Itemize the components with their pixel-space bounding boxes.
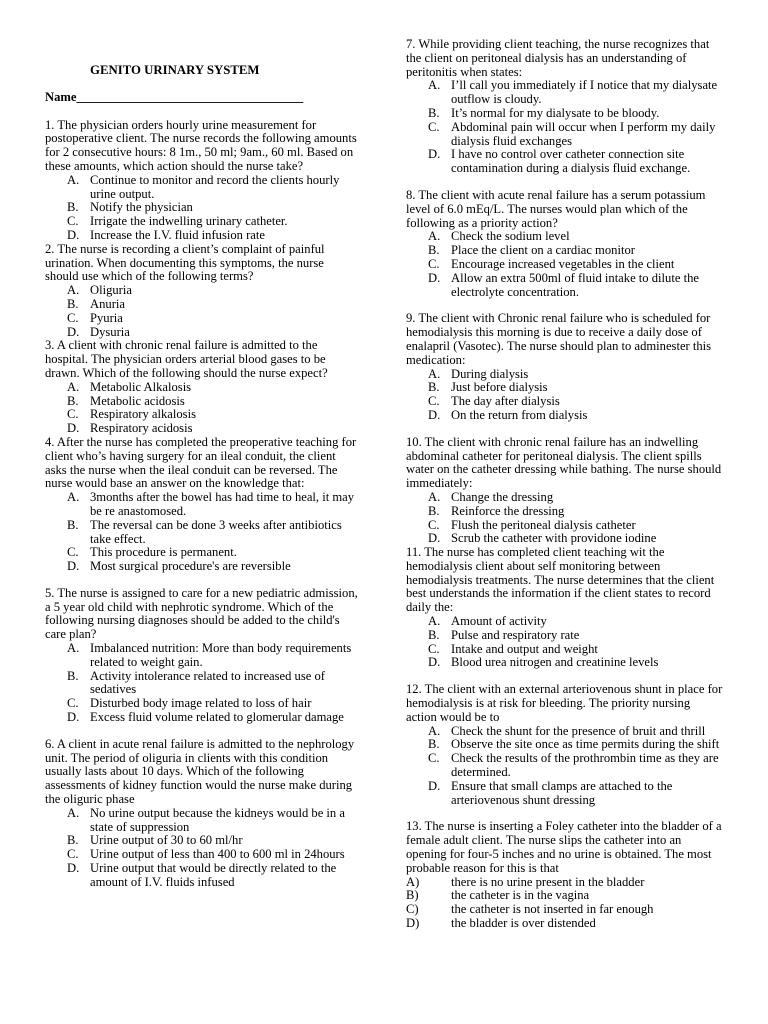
question-8 (406, 189, 724, 299)
option-list (45, 174, 360, 243)
option-list (406, 615, 724, 670)
option-letter: C. (428, 119, 440, 134)
option-letter: B. (428, 503, 440, 518)
option-list (45, 284, 360, 339)
option-text: Continue to monitor and record the clients hourly urine output. (90, 172, 340, 201)
option-list (406, 491, 724, 546)
question-5 (45, 587, 360, 725)
option-letter: D) (406, 916, 420, 931)
option-text: During dialysis (451, 366, 529, 381)
option-text: Check the sodium level (451, 229, 570, 244)
answer-option (406, 368, 724, 382)
option-text: the catheter is in the vagina (451, 888, 590, 903)
question-7 (406, 38, 724, 176)
answer-option (45, 174, 360, 202)
option-letter: B. (67, 296, 79, 311)
option-text: Scrub the catheter with providone iodine (451, 531, 657, 546)
option-text: On the return from dialysis (451, 407, 588, 422)
option-text: Respiratory alkalosis (90, 407, 196, 422)
option-list (406, 230, 724, 299)
option-text: Ensure that small clamps are attached to the arteriovenous shunt dressing (451, 778, 673, 807)
question-stem: 7. While providing client teaching, the nurse recognizes that the client on peritoneal dialysis has an understanding of peritonitis when states: (406, 37, 710, 79)
option-text: the catheter is not inserted in far enough (451, 902, 654, 917)
answer-option (406, 917, 724, 931)
answer-option (45, 519, 360, 547)
answer-option (45, 312, 360, 326)
left-column (45, 64, 360, 890)
left-question-list (45, 119, 360, 890)
option-letter: D. (67, 324, 80, 339)
answer-option (406, 272, 724, 300)
question-stem: 3. A client with chronic renal failure is admitted to the hospital. The physician orders arterial blood gases to be drawn. Which of the following should the nurse expect? (45, 338, 328, 380)
option-text: Amount of activity (451, 614, 547, 629)
option-text: Urine output of less than 400 to 600 ml in 24hours (90, 847, 345, 862)
option-letter: A. (67, 379, 80, 394)
question-stem: 5. The nurse is assigned to care for a new pediatric admission, a 5 year old child with nephrotic syndrome. Which of the following nursing diagnoses should be added to the child's care plan? (45, 585, 358, 642)
answer-option (406, 656, 724, 670)
option-text: there is no urine present in the bladder (451, 874, 645, 889)
option-letter: C. (67, 545, 79, 560)
option-letter: A) (406, 874, 420, 889)
option-text: Respiratory acidosis (90, 421, 193, 436)
answer-option (406, 903, 724, 917)
question-stem: 11. The nurse has completed client teaching wit the hemodialysis client about self monitoring between hemodialysis treatments. The nurse determines that the client best understands the information if the client states to record daily the: (406, 545, 715, 615)
option-text: Change the dressing (451, 489, 554, 504)
question-stem: 13. The nurse is inserting a Foley catheter into the bladder of a female adult client. The nurse slips the catheter into an opening for four-5 inches and no urine is obtained. The most probable reason for this is that (406, 819, 722, 875)
question-3 (45, 339, 360, 436)
answer-option (406, 725, 724, 739)
option-text: Just before dialysis (451, 380, 548, 395)
option-list (406, 876, 724, 931)
question-stem: 9. The client with Chronic renal failure who is scheduled for hemodialysis this morning is due to receive a daily dose of enalapril (Vasotec). The nurse should plan to adminester this medication: (406, 311, 712, 367)
option-letter: B. (428, 243, 440, 258)
answer-option (406, 876, 724, 890)
option-letter: A. (428, 723, 441, 738)
answer-option (406, 244, 724, 258)
option-text: Imbalanced nutrition: More than body requirements related to weight gain. (90, 641, 352, 669)
answer-option (45, 284, 360, 298)
option-text: The reversal can be done 3 weeks after antibiotics take effect. (90, 517, 342, 546)
option-text: Metabolic Alkalosis (90, 379, 192, 394)
option-text: Most surgical procedure's are reversible (90, 559, 291, 574)
answer-option (45, 326, 360, 340)
question-stem: 1. The physician orders hourly urine measurement for postoperative client. The nurse records the following amounts for 2 consecutive hours: 8 1m., 50 ml; 9am., 60 ml. Based on these amounts, which action should the nurse take? (45, 117, 357, 173)
option-letter: C. (428, 751, 440, 766)
option-text: Urine output that would be directly related to the amount of I.V. fluids infused (90, 861, 337, 889)
option-letter: B. (428, 105, 440, 120)
question-4 (45, 436, 360, 574)
option-list (45, 491, 360, 574)
answer-option (45, 201, 360, 215)
option-text: Reinforce the dressing (451, 503, 565, 518)
answer-option (406, 752, 724, 780)
right-question-list (406, 38, 724, 931)
option-text: Intake and output and weight (451, 641, 598, 656)
answer-option (45, 834, 360, 848)
option-text: Pulse and respiratory rate (451, 627, 580, 642)
option-list (406, 79, 724, 176)
answer-option (406, 519, 724, 533)
answer-option (406, 258, 724, 272)
option-letter: A. (428, 229, 441, 244)
answer-option (406, 230, 724, 244)
option-list (45, 642, 360, 725)
option-letter: D. (428, 531, 441, 546)
answer-option (45, 381, 360, 395)
option-text: Dysuria (90, 324, 130, 339)
answer-option (45, 560, 360, 574)
option-text: Abdominal pain will occur when I perform my daily dialysis fluid exchanges (451, 119, 716, 148)
question-stem: 4. After the nurse has completed the preoperative teaching for client who’s having surgery for an ileal conduit, the client asks the nurse when the ileal conduit can be reversed. The nurse would base an answer on the knowledge that: (45, 434, 357, 491)
answer-option (406, 615, 724, 629)
option-letter: D. (67, 710, 80, 725)
option-text: The day after dialysis (451, 394, 560, 409)
answer-option (45, 848, 360, 862)
question-9 (406, 312, 724, 422)
option-text: Place the client on a cardiac monitor (451, 243, 635, 258)
answer-option (406, 409, 724, 423)
option-text: It’s normal for my dialysate to be bloody. (451, 105, 660, 120)
option-letter: D. (67, 227, 80, 242)
answer-option (406, 780, 724, 808)
option-text: Check the results of the prothrombin time as they are determined. (451, 751, 719, 780)
answer-option (45, 395, 360, 409)
option-letter: D. (67, 559, 80, 574)
option-letter: A. (428, 489, 441, 504)
question-6 (45, 738, 360, 890)
option-letter: C. (428, 641, 440, 656)
question-10 (406, 436, 724, 546)
answer-option (45, 697, 360, 711)
option-text: Pyuria (90, 310, 123, 325)
answer-option (406, 889, 724, 903)
question-stem: 2. The nurse is recording a client’s complaint of painful urination. When documenting this symptoms, the nurse should use which of the following terms? (45, 241, 325, 284)
question-stem: 12. The client with an external arteriovenous shunt in place for hemodialysis is at risk for bleeding. The priority nursing action would be to (406, 682, 723, 724)
answer-option (45, 711, 360, 725)
option-list (45, 381, 360, 436)
option-list (406, 368, 724, 423)
answer-option (406, 532, 724, 546)
option-text: Activity intolerance related to increased use of sedatives (90, 668, 325, 697)
option-letter: B. (428, 380, 440, 395)
answer-option (406, 629, 724, 643)
name-line: Name____________________________________ (45, 89, 304, 104)
option-text: This procedure is permanent. (90, 545, 237, 560)
answer-option (45, 298, 360, 312)
option-letter: B. (67, 833, 79, 848)
option-letter: D. (428, 270, 441, 285)
option-letter: D. (67, 421, 80, 436)
page-title: GENITO URINARY SYSTEM (90, 63, 260, 77)
option-letter: A. (67, 490, 80, 505)
option-text: Check the shunt for the presence of bruit and thrill (451, 723, 706, 738)
option-text: Flush the peritoneal dialysis catheter (451, 517, 636, 532)
answer-option (45, 215, 360, 229)
option-text: Metabolic acidosis (90, 393, 185, 408)
option-text: Encourage increased vegetables in the client (451, 256, 675, 271)
answer-option (45, 670, 360, 698)
answer-option (406, 79, 724, 107)
option-letter: C. (428, 256, 440, 271)
right-column (406, 38, 724, 931)
question-13 (406, 820, 724, 930)
option-letter: A. (67, 283, 80, 298)
option-letter: B. (428, 627, 440, 642)
option-text: No urine output because the kidneys would be in a state of suppression (90, 805, 345, 834)
question-2 (45, 243, 360, 340)
option-letter: B. (428, 737, 440, 752)
option-letter: C. (67, 407, 79, 422)
option-text: the bladder is over distended (451, 916, 596, 931)
option-letter: D. (67, 861, 80, 876)
answer-option (406, 491, 724, 505)
option-text: Notify the physician (90, 200, 193, 215)
answer-option (406, 395, 724, 409)
option-text: Allow an extra 500ml of fluid intake to dilute the electrolyte concentration. (451, 270, 699, 299)
option-letter: B. (67, 393, 79, 408)
option-text: Oliguria (90, 283, 132, 298)
option-letter: A. (67, 641, 80, 656)
answer-option (406, 381, 724, 395)
option-list (45, 807, 360, 890)
question-stem: 10. The client with chronic renal failure has an indwelling abdominal catheter for peritoneal dialysis. The client spills water on the catheter dressing while bathing. The nurse should immediately: (406, 434, 722, 491)
option-letter: C. (67, 310, 79, 325)
question-12 (406, 683, 724, 807)
option-letter: C) (406, 902, 419, 917)
option-letter: D. (428, 655, 441, 670)
option-letter: B. (67, 668, 79, 683)
question-stem: 6. A client in acute renal failure is admitted to the nephrology unit. The period of oliguria in clients with this condition usually lasts about 10 days. Which of the following assessments of kidney function would the nurse make during the oliguric phase (45, 736, 355, 807)
answer-option (45, 408, 360, 422)
option-text: Irrigate the indwelling urinary catheter. (90, 214, 288, 229)
answer-option (45, 422, 360, 436)
question-11 (406, 546, 724, 670)
option-letter: A. (67, 172, 80, 187)
answer-option (406, 643, 724, 657)
option-text: Urine output of 30 to 60 ml/hr (90, 833, 243, 848)
option-letter: A. (67, 805, 80, 820)
option-letter: B. (67, 200, 79, 215)
option-letter: B) (406, 888, 419, 903)
answer-option (45, 229, 360, 243)
option-letter: A. (428, 366, 441, 381)
option-letter: C. (67, 696, 79, 711)
answer-option (406, 107, 724, 121)
option-text: Observe the site once as time permits during the shift (451, 737, 720, 752)
option-letter: D. (428, 147, 441, 162)
answer-option (406, 738, 724, 752)
option-text: I have no control over catheter connection site contamination during a dialysis fluid exchange. (451, 147, 691, 176)
option-letter: A. (428, 78, 441, 93)
option-letter: C. (428, 394, 440, 409)
answer-option (45, 807, 360, 835)
option-letter: C. (67, 847, 79, 862)
option-list (406, 725, 724, 808)
answer-option (45, 642, 360, 670)
option-letter: D. (428, 407, 441, 422)
question-1 (45, 119, 360, 243)
option-text: Increase the I.V. fluid infusion rate (90, 227, 265, 242)
answer-option (406, 121, 724, 149)
option-letter: A. (428, 614, 441, 629)
answer-option (45, 862, 360, 890)
answer-option (45, 491, 360, 519)
option-text: Disturbed body image related to loss of hair (90, 696, 312, 711)
option-text: Excess fluid volume related to glomerular damage (90, 710, 344, 725)
question-stem: 8. The client with acute renal failure has a serum potassium level of 6.0 mEq/L. The nurses would plan which of the following as a priority action? (406, 187, 706, 230)
option-text: 3months after the bowel has had time to heal, it may be re anastomosed. (90, 490, 355, 518)
option-letter: D. (428, 778, 441, 793)
option-text: Anuria (90, 296, 125, 311)
answer-option (45, 546, 360, 560)
answer-option (406, 505, 724, 519)
option-text: I’ll call you immediately if I notice that my dialysate outflow is cloudy. (451, 78, 718, 107)
answer-option (406, 148, 724, 176)
option-letter: C. (428, 517, 440, 532)
option-letter: C. (67, 214, 79, 229)
option-letter: B. (67, 517, 79, 532)
option-text: Blood urea nitrogen and creatinine levels (451, 655, 659, 670)
